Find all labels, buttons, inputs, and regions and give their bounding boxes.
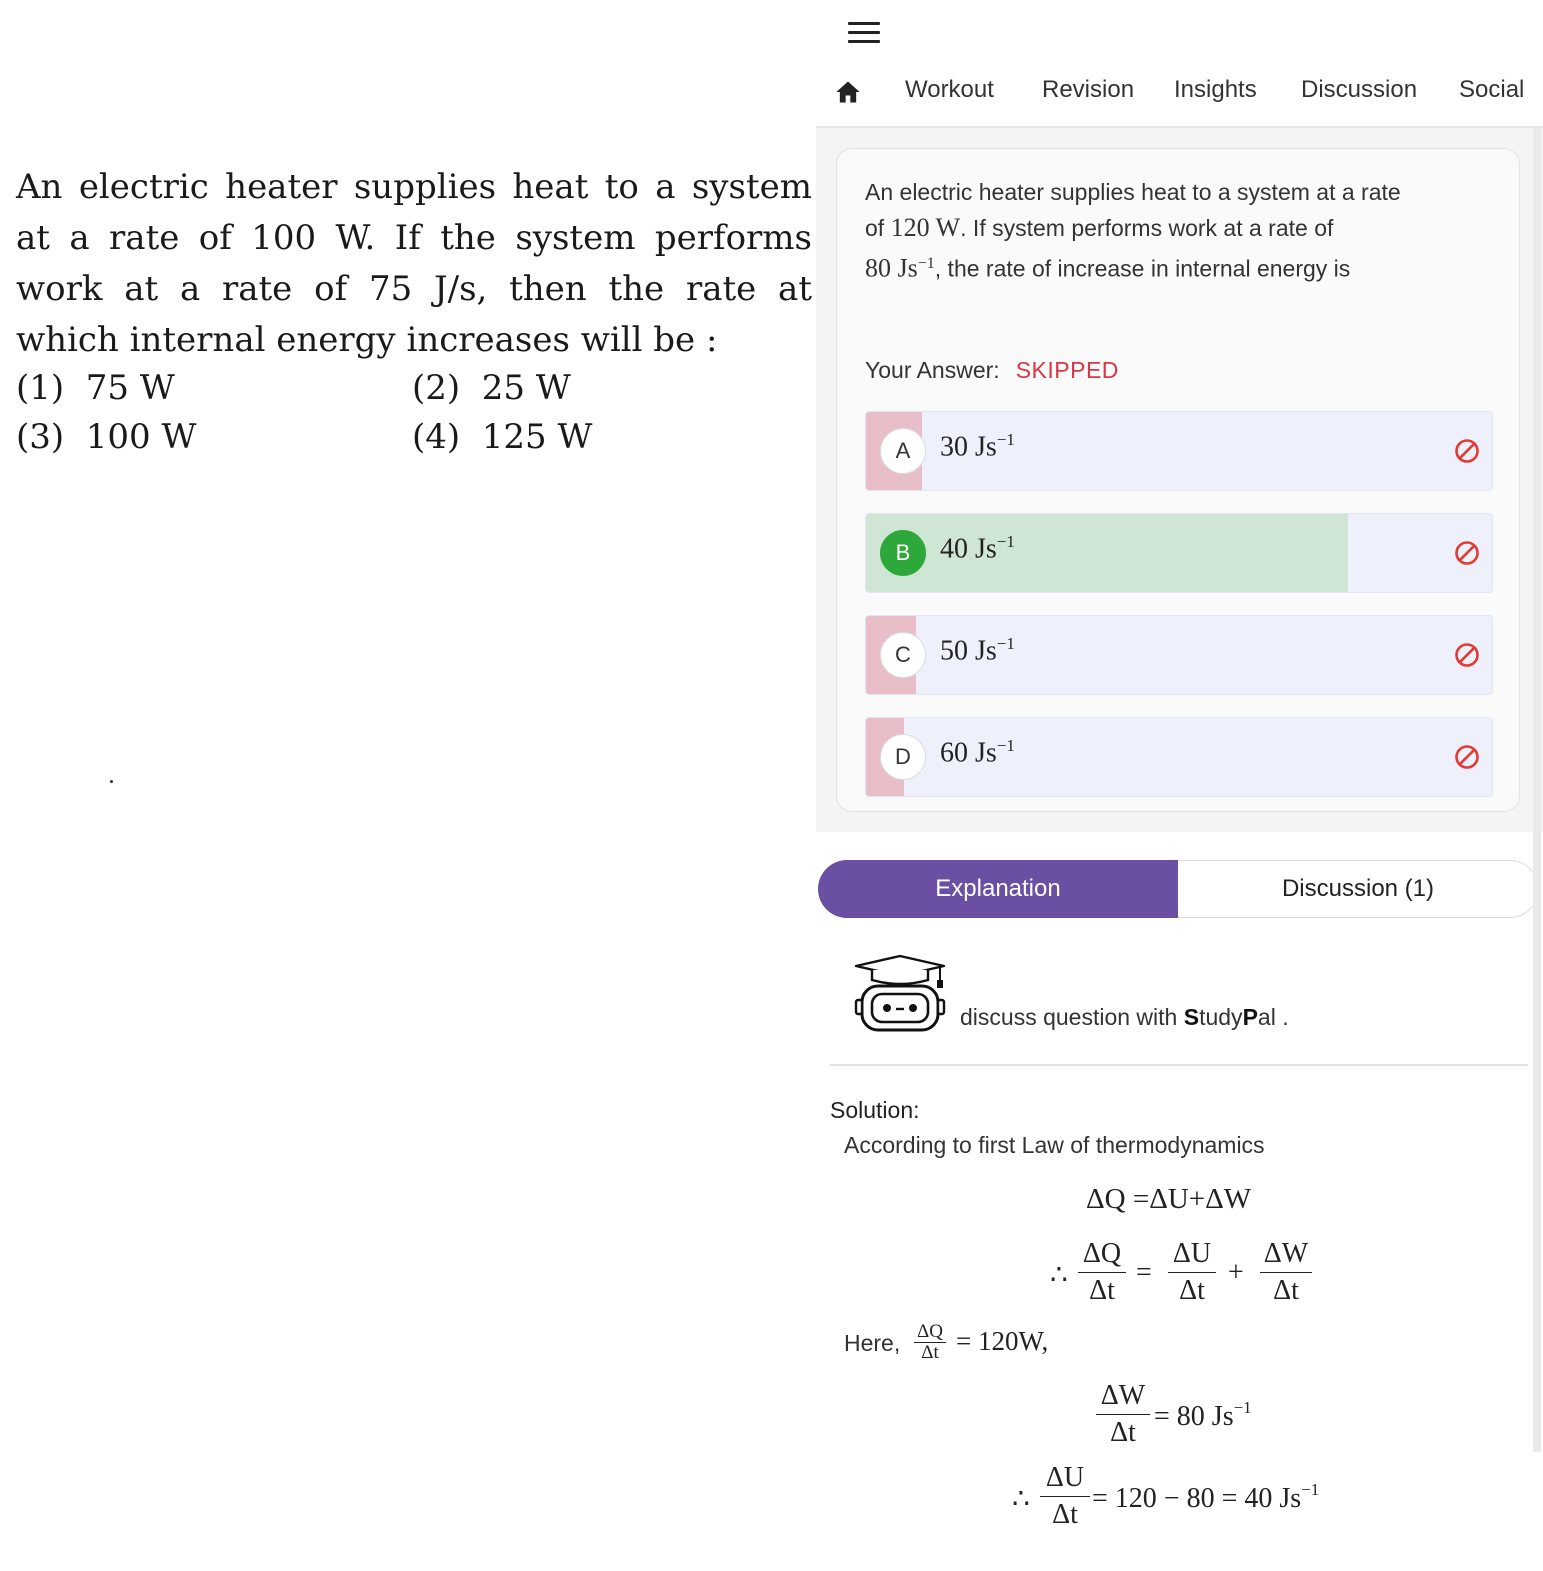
hamburger-menu-icon[interactable]	[848, 20, 880, 46]
equals-sign: =	[1136, 1257, 1152, 1288]
scan-dot	[110, 780, 113, 783]
top-nav	[816, 62, 1543, 128]
nav-discussion[interactable]: Discussion	[1301, 76, 1418, 103]
scrollbar[interactable]	[1533, 128, 1541, 1452]
final-result: = 120 − 80 = 40 $Js^{-1}$	[1092, 1480, 1320, 1514]
explanation-tabs	[818, 860, 1540, 918]
question-line-1: An electric heater supplies heat to a system at a rate	[865, 179, 1401, 205]
studypal-link[interactable]	[852, 952, 1512, 1044]
question-card	[836, 148, 1520, 812]
question-image-option-3: (3) 100 W	[16, 417, 197, 457]
option-b-value: 40 $Js^{-1}$	[940, 532, 1015, 565]
nav-insights[interactable]: Insights	[1174, 76, 1257, 103]
divider	[830, 1064, 1528, 1066]
question-line-2: of 120 W. If system performs work at a rate of	[865, 213, 1334, 242]
nav-revision[interactable]: Revision	[1042, 76, 1135, 103]
solution-intro: According to first Law of thermodynamics	[844, 1132, 1265, 1158]
studypal-robot-icon	[852, 952, 950, 1036]
option-d-value: 60 $Js^{-1}$	[940, 736, 1015, 769]
option-c-letter: C	[880, 632, 926, 678]
question-image-text: An electric heater supplies heat to a system at a rate of 100 W. If the system performs work at a rate of 75 J/s, then the rate at which internal energy increases will be :	[16, 167, 812, 360]
fraction-dq-dt: $\frac{\Delta Q}{\Delta t}$	[1078, 1236, 1126, 1309]
question-line-3: 80 $Js^{-1}$, the rate of increase in internal energy is	[865, 253, 1351, 283]
question-image-option-2: (2) 25 W	[412, 368, 571, 408]
fraction-du-dt: $\frac{\Delta U}{\Delta t}$	[1168, 1236, 1216, 1309]
equation-first-law: ΔQ =ΔU+ΔW	[1086, 1183, 1252, 1215]
nav-workout[interactable]: Workout	[905, 76, 994, 103]
tab-explanation[interactable]: Explanation	[818, 860, 1178, 918]
fraction-dw-dt-value: $\frac{\Delta W}{\Delta t}$	[1096, 1378, 1150, 1451]
ban-icon	[1454, 540, 1480, 566]
option-b[interactable]	[865, 513, 1493, 593]
solution-label: Solution:	[830, 1097, 920, 1123]
option-b-fill	[866, 514, 1348, 592]
option-d-letter: D	[880, 734, 926, 780]
studypal-text: discuss question with StudyPal .	[960, 1004, 1289, 1030]
ban-icon	[1454, 642, 1480, 668]
therefore-symbol: ∴	[1050, 1260, 1068, 1291]
nav-social[interactable]: Social	[1459, 76, 1525, 103]
here-label: Here,	[844, 1330, 901, 1356]
tab-discussion[interactable]: Discussion (1)	[1178, 860, 1539, 918]
option-c-value: 50 $Js^{-1}$	[940, 634, 1015, 667]
question-image-option-1: (1) 75 W	[16, 368, 175, 408]
question-area	[816, 128, 1543, 832]
home-icon[interactable]	[834, 78, 862, 106]
option-a-value: 30 $Js^{-1}$	[940, 430, 1015, 463]
option-c[interactable]	[865, 615, 1493, 695]
question-text	[865, 175, 1495, 287]
option-a-letter: A	[880, 428, 926, 474]
fraction-du-dt-final: $\frac{\Delta U}{\Delta t}$	[1040, 1460, 1090, 1533]
your-answer-label: Your Answer:	[865, 357, 1000, 383]
option-a[interactable]	[865, 411, 1493, 491]
option-d[interactable]	[865, 717, 1493, 797]
here-value: = 120W,	[956, 1326, 1049, 1356]
option-b-letter: B	[880, 530, 926, 576]
ban-icon	[1454, 438, 1480, 464]
app-panel	[816, 0, 1543, 1571]
ban-icon	[1454, 744, 1480, 770]
fraction-dw-dt: $\frac{\Delta W}{\Delta t}$	[1260, 1236, 1312, 1309]
therefore-symbol-final: ∴	[1012, 1484, 1030, 1515]
question-image-option-4: (4) 125 W	[412, 417, 593, 457]
dw-value: = 80 $Js^{-1}$	[1154, 1398, 1252, 1432]
fraction-dq-dt-inline: $\frac{\Delta Q}{\Delta t}$	[914, 1322, 946, 1363]
your-answer	[865, 357, 1119, 384]
plus-sign: +	[1228, 1257, 1244, 1288]
answer-status-badge: SKIPPED	[1015, 357, 1119, 383]
